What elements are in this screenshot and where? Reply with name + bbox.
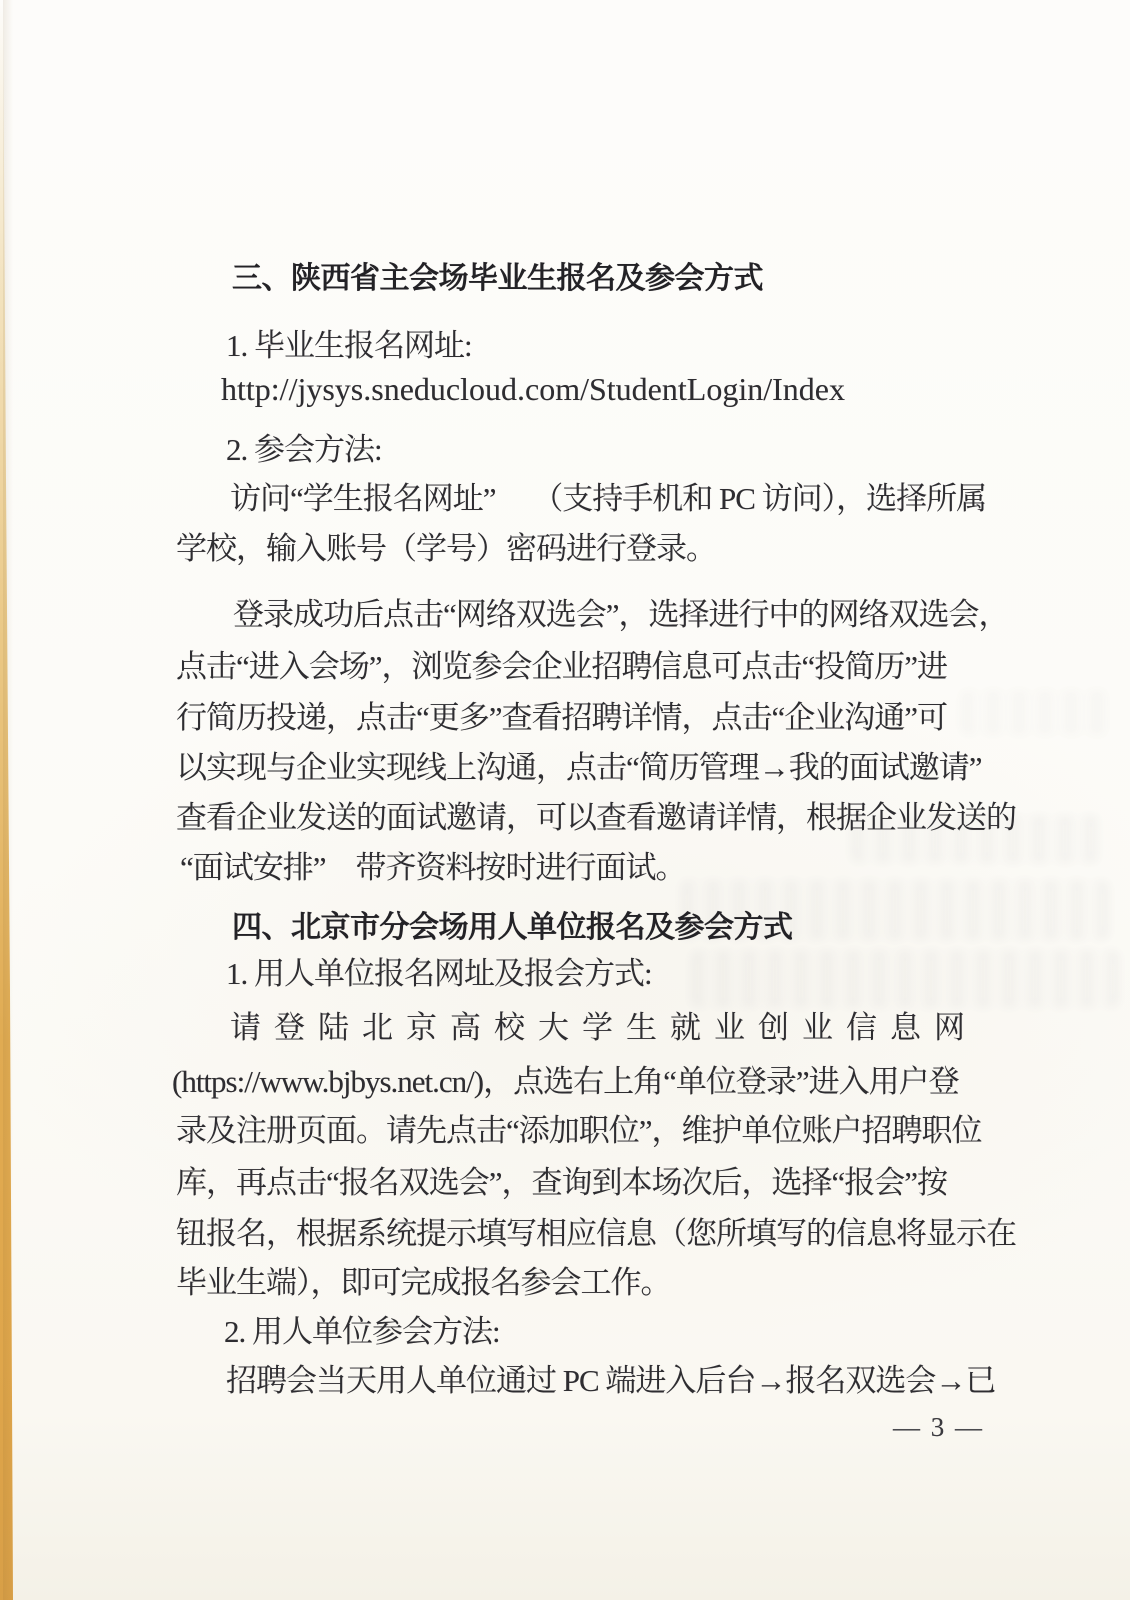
body-line: 招聘会当天用人单位通过 PC 端进入后台→报名双选会→已 bbox=[226, 1363, 996, 1398]
body-line: 钮报名，根据系统提示填写相应信息（您所填写的信息将显示在 bbox=[176, 1216, 1016, 1251]
section-4-item-2-label: 2. 用人单位参会方法: bbox=[224, 1314, 500, 1349]
page-number: — 3 — bbox=[893, 1412, 984, 1442]
section-3-heading: 三、陕西省主会场毕业生报名及参会方式 bbox=[232, 262, 763, 295]
student-signup-url: http://jysys.sneducloud.com/StudentLogin/Index bbox=[221, 371, 845, 407]
body-line: 点击“进入会场”，浏览参会企业招聘信息可点击“投简历”进 bbox=[176, 649, 948, 684]
body-line: (https://www.bjbys.net.cn/)，点选右上角“单位登录”进入用户登 bbox=[172, 1064, 959, 1099]
body-line: 毕业生端），即可完成报名参会工作。 bbox=[176, 1265, 671, 1300]
body-line: 录及注册页面。请先点击“添加职位”，维护单位账户招聘职位 bbox=[176, 1113, 982, 1148]
body-line: “面试安排” 带齐资料按时进行面试。 bbox=[180, 850, 686, 885]
section-4-heading: 四、北京市分会场用人单位报名及参会方式 bbox=[232, 911, 793, 944]
section-3-item-2-label: 2. 参会方法: bbox=[226, 432, 382, 467]
body-line: 库，再点击“报名双选会”，查询到本场次后，选择“报会”按 bbox=[176, 1165, 948, 1200]
section-4-item-1-label: 1. 用人单位报名网址及报会方式: bbox=[226, 956, 652, 991]
bleed-through-artifact bbox=[690, 950, 1120, 1008]
section-3-item-1-label: 1. 毕业生报名网址: bbox=[226, 328, 472, 363]
body-line: 以实现与企业实现线上沟通，点击“简历管理→我的面试邀请” bbox=[176, 750, 982, 785]
body-line: 查看企业发送的面试邀请，可以查看邀请详情，根据企业发送的 bbox=[176, 800, 1016, 835]
body-line: 学校，输入账号（学号）密码进行登录。 bbox=[176, 531, 716, 566]
bleed-through-artifact bbox=[960, 690, 1110, 735]
body-line: 行简历投递，点击“更多”查看招聘详情，点击“企业沟通”可 bbox=[176, 700, 948, 735]
body-line: 请登陆北京高校大学生就业创业信息网 bbox=[230, 1010, 978, 1045]
body-line: 访问“学生报名网址” （支持手机和 PC 访问），选择所属 bbox=[230, 481, 987, 516]
paper-edge-shadow bbox=[3, 0, 13, 1600]
body-line: 登录成功后点击“网络双选会”，选择进行中的网络双选会， bbox=[233, 597, 1009, 632]
